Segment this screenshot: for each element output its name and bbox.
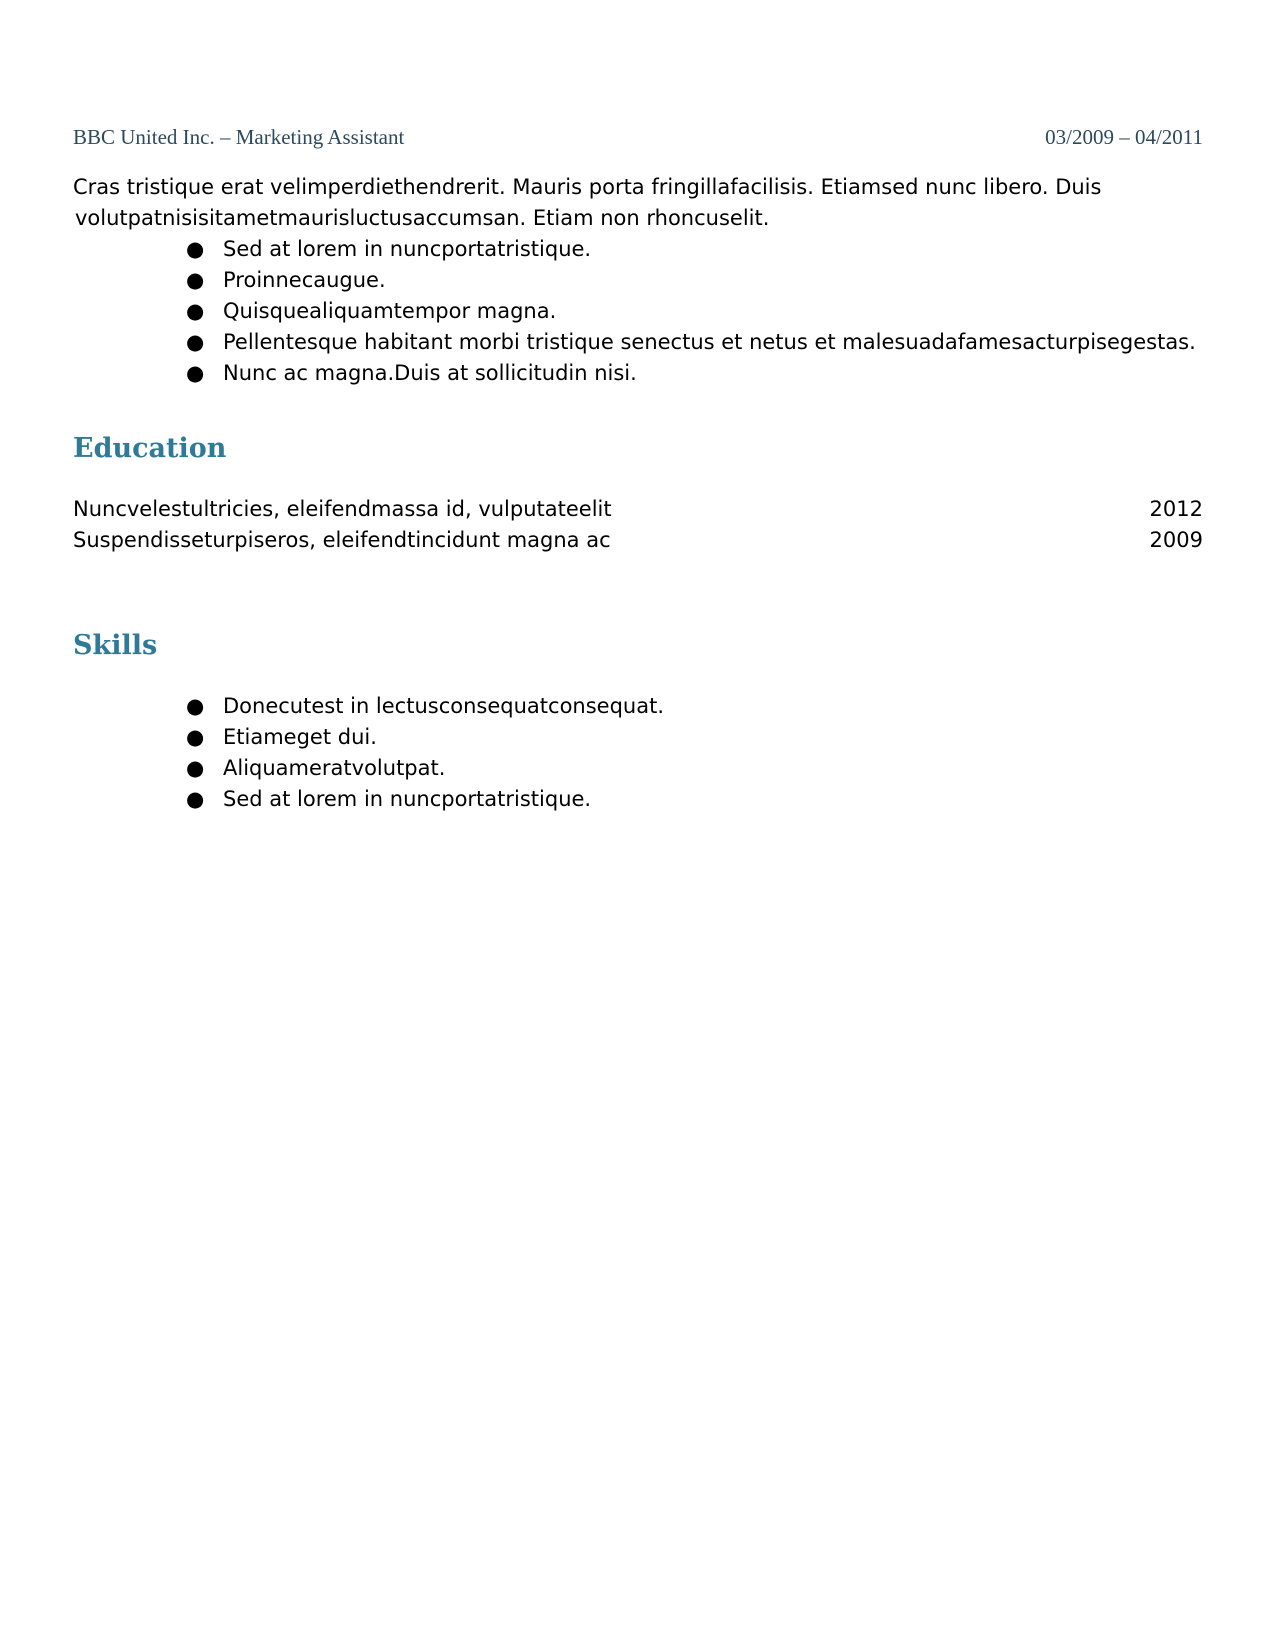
skills-heading: Skills xyxy=(73,630,158,661)
bullet-text: Sed at lorem in nuncportatristique. xyxy=(223,787,592,811)
job-bullet-list xyxy=(186,234,1196,389)
education-year: 2009 xyxy=(1149,528,1203,552)
list-item xyxy=(186,722,664,753)
bullet-icon: ● xyxy=(186,237,205,261)
resume-page xyxy=(73,0,1203,1650)
bullet-text: Donecutest in lectusconsequatconsequat. xyxy=(223,694,664,718)
list-item xyxy=(186,234,1196,265)
bullet-text: Aliquameratvolutpat. xyxy=(223,756,446,780)
job-description-line-1: Cras tristique erat velimperdiethendrerit. Mauris porta fringillafacilisis. Etiamsed nunc libero. Duis xyxy=(73,175,1102,199)
bullet-icon: ● xyxy=(186,725,205,749)
skills-bullet-list xyxy=(186,691,664,815)
list-item xyxy=(186,358,1196,389)
list-item xyxy=(186,327,1196,358)
bullet-icon: ● xyxy=(186,756,205,780)
education-name: Nuncvelestultricies, eleifendmassa id, vulputateelit xyxy=(73,497,612,521)
job-dates: 03/2009 – 04/2011 xyxy=(1045,125,1203,149)
bullet-icon: ● xyxy=(186,694,205,718)
job-description-line-2: volutpatnisisitametmaurisluctusaccumsan. Etiam non rhoncuselit. xyxy=(75,206,770,230)
bullet-text: Nunc ac magna.Duis at sollicitudin nisi. xyxy=(223,361,637,385)
bullet-text: Etiameget dui. xyxy=(223,725,377,749)
list-item xyxy=(186,784,664,815)
bullet-icon: ● xyxy=(186,787,205,811)
job-title: BBC United Inc. – Marketing Assistant xyxy=(73,125,405,149)
bullet-icon: ● xyxy=(186,330,205,354)
list-item xyxy=(186,753,664,784)
education-heading: Education xyxy=(73,433,227,464)
education-row xyxy=(73,494,1203,525)
education-name: Suspendisseturpiseros, eleifendtincidunt magna ac xyxy=(73,528,611,552)
list-item xyxy=(186,691,664,722)
list-item xyxy=(186,265,1196,296)
bullet-icon: ● xyxy=(186,268,205,292)
education-row xyxy=(73,525,1203,556)
bullet-text: Pellentesque habitant morbi tristique senectus et netus et malesuadafamesacturpisegestas. xyxy=(223,330,1196,354)
bullet-icon: ● xyxy=(186,299,205,323)
bullet-text: Sed at lorem in nuncportatristique. xyxy=(223,237,592,261)
bullet-text: Proinnecaugue. xyxy=(223,268,386,292)
bullet-text: Quisquealiquamtempor magna. xyxy=(223,299,557,323)
job-header xyxy=(73,125,1203,150)
bullet-icon: ● xyxy=(186,361,205,385)
list-item xyxy=(186,296,1196,327)
job-description xyxy=(73,172,1203,234)
education-year: 2012 xyxy=(1149,497,1203,521)
education-list xyxy=(73,494,1203,556)
